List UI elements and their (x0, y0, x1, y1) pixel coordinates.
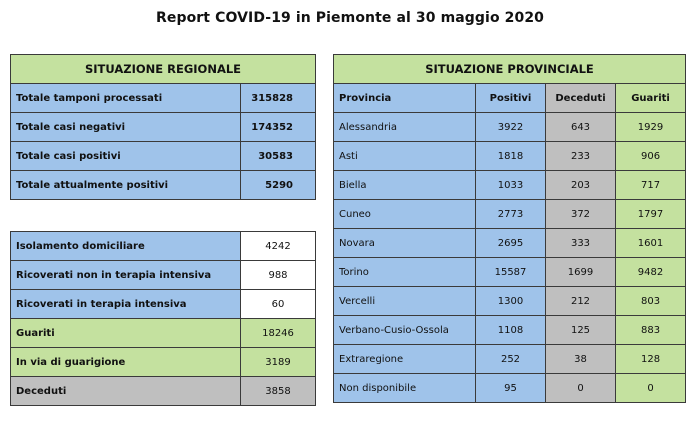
cell-provincia: Biella (334, 171, 476, 200)
row-value: 174352 (241, 113, 316, 142)
provincial-header: SITUAZIONE PROVINCIALE (334, 55, 686, 84)
table-row (11, 348, 316, 377)
cell-positivi: 1818 (476, 142, 546, 171)
column-header-positivi: Positivi (476, 84, 546, 113)
row-value: 60 (241, 290, 316, 319)
table-row (11, 113, 316, 142)
cell-deceduti: 233 (546, 142, 616, 171)
row-label: Totale casi negativi (11, 113, 241, 142)
row-label: Deceduti (11, 377, 241, 406)
report-title: Report COVID-19 in Piemonte al 30 maggio 2020 (155, 10, 545, 26)
cell-positivi: 252 (476, 345, 546, 374)
table-row (11, 232, 316, 261)
row-value: 18246 (241, 319, 316, 348)
row-value: 5290 (241, 171, 316, 200)
cell-guariti: 0 (616, 374, 686, 403)
cell-positivi: 2695 (476, 229, 546, 258)
cell-guariti: 1929 (616, 113, 686, 142)
cell-deceduti: 333 (546, 229, 616, 258)
row-label: Isolamento domiciliare (11, 232, 241, 261)
cell-deceduti: 203 (546, 171, 616, 200)
cell-positivi: 1300 (476, 287, 546, 316)
row-value: 30583 (241, 142, 316, 171)
regional-summary-table (10, 54, 316, 200)
row-label: In via di guarigione (11, 348, 241, 377)
column-header-provincia: Provincia (334, 84, 476, 113)
cell-deceduti: 212 (546, 287, 616, 316)
table-row (334, 345, 686, 374)
table-row (11, 84, 316, 113)
cell-positivi: 1033 (476, 171, 546, 200)
table-row (334, 374, 686, 403)
cell-provincia: Torino (334, 258, 476, 287)
cell-deceduti: 643 (546, 113, 616, 142)
table-row (11, 290, 316, 319)
cell-deceduti: 38 (546, 345, 616, 374)
column-header-guariti: Guariti (616, 84, 686, 113)
cell-provincia: Extraregione (334, 345, 476, 374)
column-header-row (334, 84, 686, 113)
table-row (334, 229, 686, 258)
row-label: Ricoverati non in terapia intensiva (11, 261, 241, 290)
table-row (11, 142, 316, 171)
cell-guariti: 1797 (616, 200, 686, 229)
table-row (334, 113, 686, 142)
cell-provincia: Novara (334, 229, 476, 258)
table-row (11, 319, 316, 348)
row-value: 3189 (241, 348, 316, 377)
cell-positivi: 15587 (476, 258, 546, 287)
table-row (334, 142, 686, 171)
row-value: 3858 (241, 377, 316, 406)
table-row (11, 261, 316, 290)
cell-provincia: Cuneo (334, 200, 476, 229)
cell-positivi: 2773 (476, 200, 546, 229)
cell-positivi: 1108 (476, 316, 546, 345)
cell-provincia: Non disponibile (334, 374, 476, 403)
table-row (334, 200, 686, 229)
provincial-table (333, 54, 686, 403)
table-row (11, 377, 316, 406)
table-row (11, 171, 316, 200)
cell-provincia: Verbano-Cusio-Ossola (334, 316, 476, 345)
row-label: Totale attualmente positivi (11, 171, 241, 200)
cell-deceduti: 0 (546, 374, 616, 403)
cell-deceduti: 125 (546, 316, 616, 345)
cell-deceduti: 372 (546, 200, 616, 229)
cell-guariti: 803 (616, 287, 686, 316)
table-row (334, 316, 686, 345)
row-label: Ricoverati in terapia intensiva (11, 290, 241, 319)
row-label: Guariti (11, 319, 241, 348)
cell-guariti: 906 (616, 142, 686, 171)
cell-guariti: 128 (616, 345, 686, 374)
table-row (334, 171, 686, 200)
cell-guariti: 717 (616, 171, 686, 200)
cell-positivi: 95 (476, 374, 546, 403)
cell-guariti: 883 (616, 316, 686, 345)
cell-provincia: Alessandria (334, 113, 476, 142)
cell-provincia: Vercelli (334, 287, 476, 316)
cell-guariti: 1601 (616, 229, 686, 258)
table-row (334, 287, 686, 316)
row-label: Totale tamponi processati (11, 84, 241, 113)
cell-positivi: 3922 (476, 113, 546, 142)
cell-guariti: 9482 (616, 258, 686, 287)
row-value: 315828 (241, 84, 316, 113)
table-row (334, 258, 686, 287)
row-value: 4242 (241, 232, 316, 261)
row-value: 988 (241, 261, 316, 290)
regional-detail-table (10, 231, 316, 406)
cell-provincia: Asti (334, 142, 476, 171)
regional-header: SITUAZIONE REGIONALE (11, 55, 316, 84)
row-label: Totale casi positivi (11, 142, 241, 171)
cell-deceduti: 1699 (546, 258, 616, 287)
column-header-deceduti: Deceduti (546, 84, 616, 113)
